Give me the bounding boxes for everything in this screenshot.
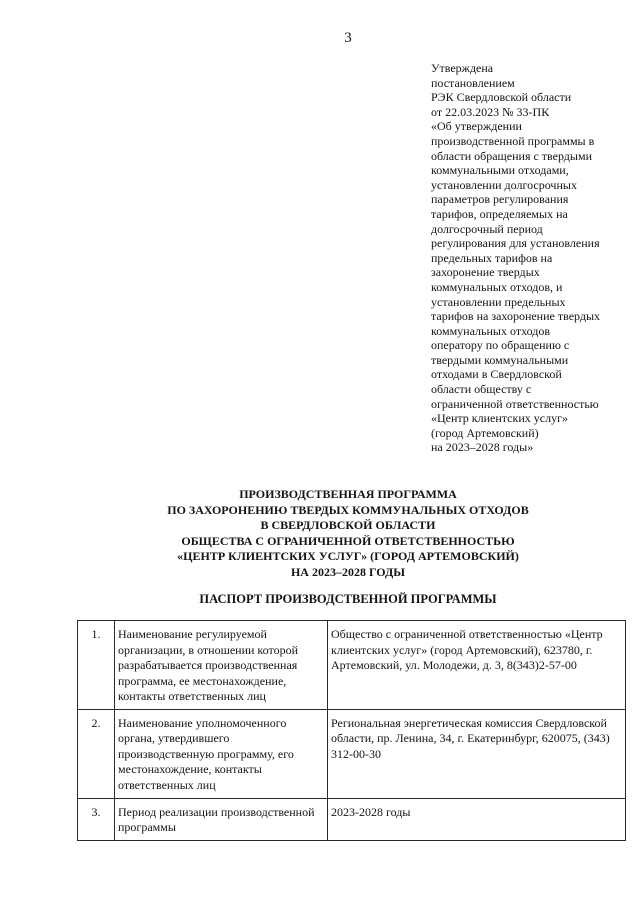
approval-line: (город Артемовский) [431,425,539,440]
approval-line: оператору по обращению с [431,338,570,353]
row-label: Наименование уполномоченного органа, утвердившего производственную программу, его местонахождение, контакты ответственных лиц [115,709,328,798]
approval-line: «Центр клиентских услуг» [431,411,568,426]
approval-line: РЭК Свердловской области [431,90,572,105]
approval-line: коммунальных отходов, и [431,279,563,294]
row-value: 2023-2028 годы [328,798,626,840]
approval-line: регулирования для установления [431,236,600,251]
approval-line: «Об утверждении [431,119,522,134]
approval-line: Утверждена [431,61,494,75]
table-row [78,798,626,840]
page-number: 3 [344,30,352,46]
row-label: Период реализации производственной программы [115,798,328,840]
approval-line: коммунальных отходов [431,323,551,338]
table-row [78,709,626,798]
table-row [78,621,626,710]
row-number: 2. [78,709,115,798]
row-label: Наименование регулируемой организации, в отношении которой разрабатывается производственная программа, ее местонахождение, контакты ответственных лиц [115,621,328,710]
title-line: ОБЩЕСТВА С ОГРАНИЧЕННОЙ ОТВЕТСТВЕННОСТЬЮ [181,533,515,548]
title-line: ПРОИЗВОДСТВЕННАЯ ПРОГРАММА [239,487,457,501]
approval-line: параметров регулирования [431,192,569,207]
title-line: «ЦЕНТР КЛИЕНТСКИХ УСЛУГ» (ГОРОД АРТЕМОВСКИЙ) [177,549,519,564]
title-line: НА 2023–2028 ГОДЫ [290,564,406,579]
approval-line: твердыми коммунальными [431,352,569,367]
approval-line: тарифов, определяемых на [431,206,568,221]
approval-line: установлении долгосрочных [431,177,577,192]
document-title [0,487,640,581]
approval-line: на 2023–2028 годы» [431,440,534,455]
passport-table [77,620,626,841]
approval-line: коммунальными отходами, [431,163,569,178]
approval-line: предельных тарифов на [431,250,553,265]
approval-line: захоронение твердых [431,265,540,280]
row-number: 1. [78,621,115,710]
row-value: Региональная энергетическая комиссия Свердловской области, пр. Ленина, 34, г. Екатеринбург, 620075, (343) 312-00-30 [328,709,626,798]
approval-line: от 22.03.2023 № 33-ПК [431,104,550,119]
row-number: 3. [78,798,115,840]
approval-line: производственной программы в [431,133,595,148]
approval-line: ограниченной ответственностью [431,396,599,411]
approval-line: отходами в Свердловской [431,367,562,382]
approval-line: тарифов на захоронение твердых [431,309,601,324]
approval-line: области обществу с [431,382,532,397]
title-line: В СВЕРДЛОВСКОЙ ОБЛАСТИ [260,518,436,533]
approval-line: долгосрочный период [431,221,543,236]
title-line: ПО ЗАХОРОНЕНИЮ ТВЕРДЫХ КОММУНАЛЬНЫХ ОТХОДОВ [167,502,529,517]
approval-block [431,61,631,455]
approval-line: области обращения с твердыми [431,148,592,163]
approval-line: установлении предельных [431,294,566,309]
approval-line: постановлением [431,75,515,90]
row-value: Общество с ограниченной ответственностью «Центр клиентских услуг» (город Артемовский), 623780, г. Артемовский, ул. Молодежи, д. 3, 8(343)2-57-00 [328,621,626,710]
passport-heading: ПАСПОРТ ПРОИЗВОДСТВЕННОЙ ПРОГРАММЫ [199,592,497,606]
